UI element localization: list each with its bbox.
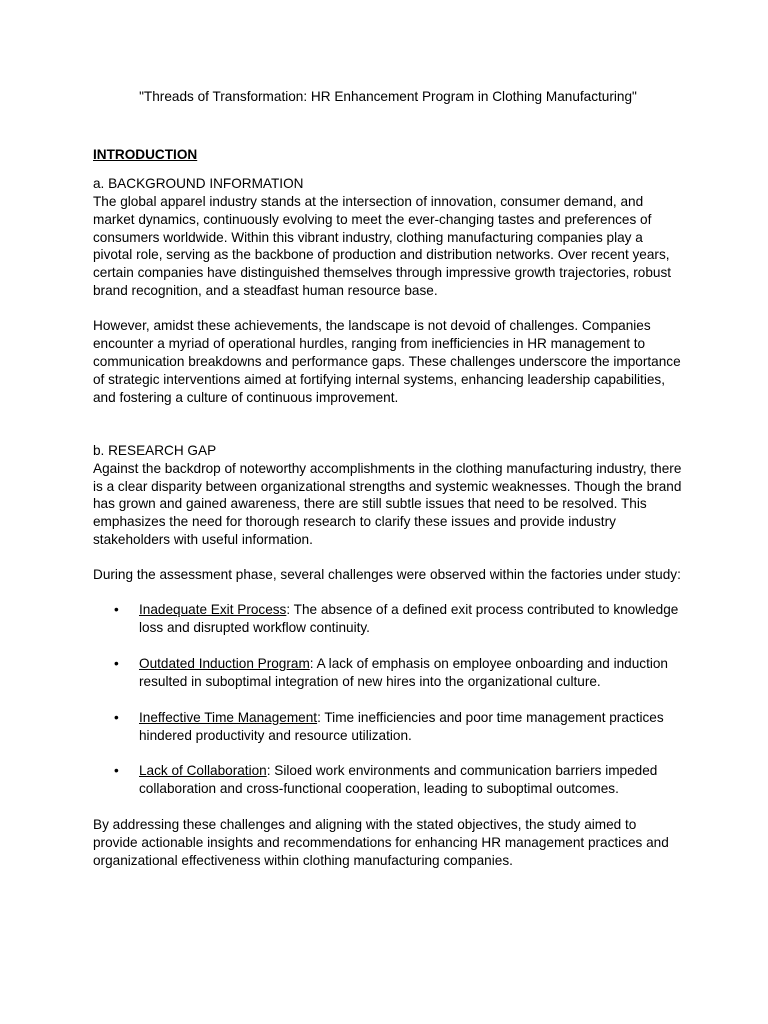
challenge-item-time-management (93, 709, 683, 745)
challenge-description: : A lack of emphasis on employee onboarding and induction resulted in suboptimal integration of new hires into the organizational culture. (139, 655, 668, 689)
bullet-icon: • (114, 602, 119, 618)
background-paragraph-2: However, amidst these achievements, the landscape is not devoid of challenges. Companies encounter a myriad of operational hurdles, ranging from inefficiencies in HR management to communication breakdowns and performance gaps. These challenges underscore the importance of strategic interventions aimed at fortifying internal systems, enhancing leadership capabilities, and fostering a culture of continuous improvement. (93, 318, 681, 405)
bullet-icon: • (114, 763, 119, 779)
bullet-icon: • (114, 655, 119, 671)
challenge-title: Outdated Induction Program (139, 655, 310, 671)
research-gap-paragraph-1: Against the backdrop of noteworthy accomplishments in the clothing manufacturing industry, there is a clear disparity between organizational strengths and systemic weaknesses. Though the brand has grown and gained awareness, there are still subtle issues that need to be resolved. This emphasizes the need for thorough research to clarify these issues and provide industry stakeholders with useful information. (93, 460, 682, 548)
research-gap-paragraph-2: During the assessment phase, several challenges were observed within the factories under study: (93, 567, 681, 583)
challenge-item-collaboration (93, 762, 683, 798)
background-paragraph-1: The global apparel industry stands at the intersection of innovation, consumer demand, and market dynamics, continuously evolving to meet the ever-changing tastes and preferences of consumers worldwide. Within this vibrant industry, clothing manufacturing companies play a pivotal role, serving as the backbone of production and distribution networks. Over recent years, certain companies have distinguished themselves through impressive growth trajectories, robust brand recognition, and a steadfast human resource base. (93, 193, 672, 299)
challenge-item-exit-process (93, 601, 683, 637)
challenges-list (93, 601, 683, 798)
challenge-item-induction-program (93, 655, 683, 691)
challenge-description: : The absence of a defined exit process contributed to knowledge loss and disrupted workflow continuity. (139, 602, 679, 635)
research-gap-heading: b. RESEARCH GAP (93, 442, 217, 458)
closing-paragraph: By addressing these challenges and aligning with the stated objectives, the study aimed to provide actionable insights and recommendations for enhancing HR management practices and organizational effectiveness within clothing manufacturing companies. (93, 817, 669, 869)
challenge-description: : Siloed work environments and communication barriers impeded collaboration and cross-functional cooperation, leading to suboptimal outcomes. (139, 763, 658, 797)
document-title: "Threads of Transformation: HR Enhancement Program in Clothing Manufacturing" (139, 89, 637, 104)
document-content (93, 88, 683, 870)
challenge-title: Inadequate Exit Process (139, 602, 287, 618)
background-heading: a. BACKGROUND INFORMATION (93, 175, 304, 191)
challenge-title: Ineffective Time Management (139, 709, 318, 725)
introduction-heading: INTRODUCTION (93, 146, 198, 162)
challenge-description: : Time inefficiencies and poor time management practices hindered productivity and resource utilization. (139, 709, 664, 743)
bullet-icon: • (114, 709, 119, 725)
challenge-title: Lack of Collaboration (139, 763, 267, 779)
